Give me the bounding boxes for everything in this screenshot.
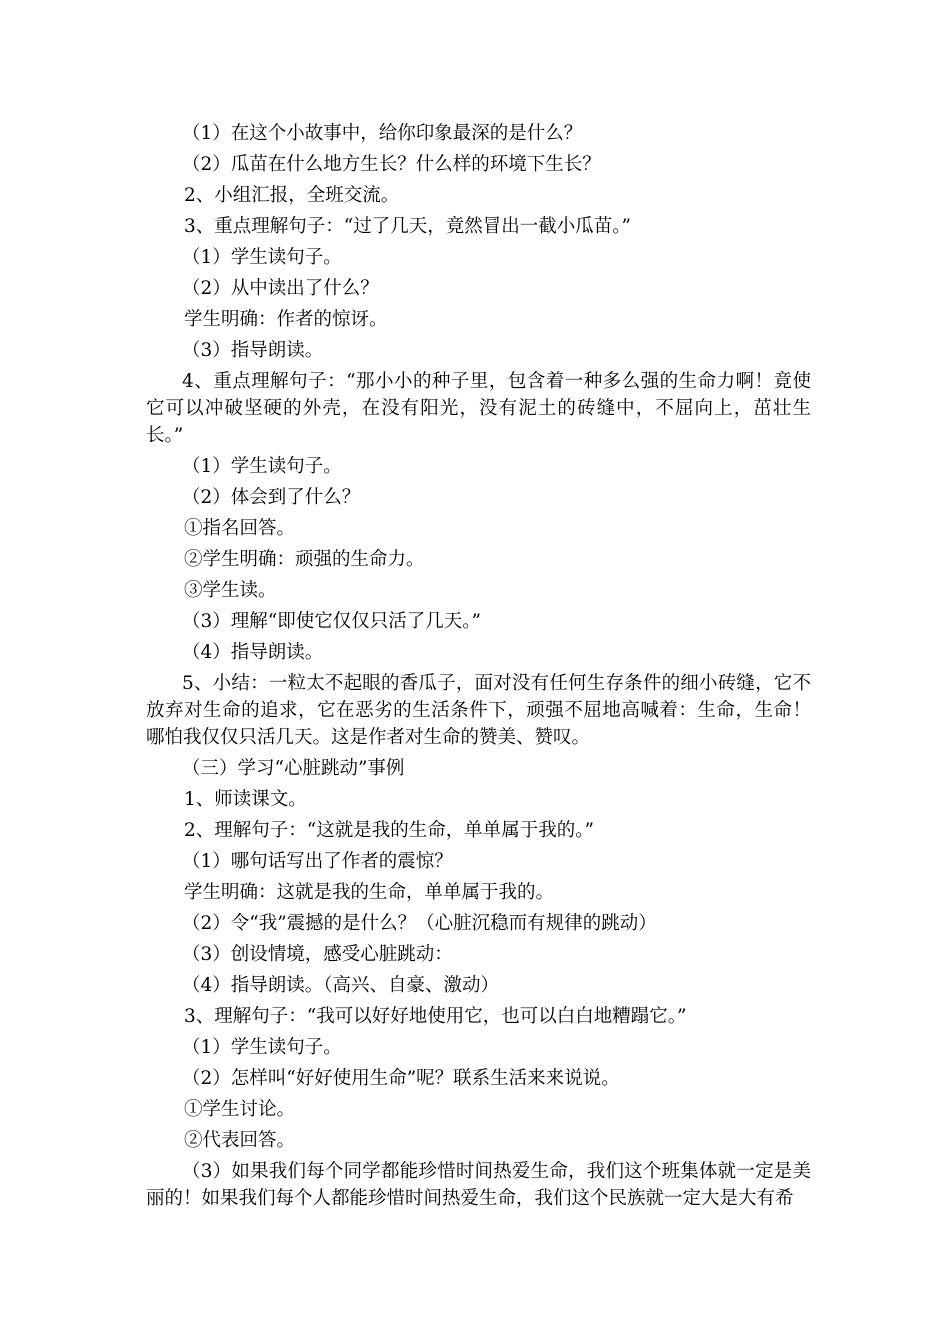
document-page [146, 118, 811, 1214]
text-line: 2、理解句子：“这就是我的生命，单单属于我的。” [184, 820, 594, 841]
text-line: （2）令“我”震撼的是什么？（心脏沉稳而有规律的跳动） [182, 913, 657, 934]
text-line: （3）创设情境，感受心脏跳动： [182, 944, 453, 965]
text-line: （1）在这个小故事中，给你印象最深的是什么？ [182, 123, 583, 144]
text-line: （4）指导朗读。 [182, 642, 324, 663]
paragraph: （3）如果我们每个同学都能珍惜时间热爱生命，我们这个班集体就一定是美丽的！如果我们每个人都能珍惜时间热爱生命，我们这个民族就一定大是大有希 [146, 1161, 811, 1209]
paragraph: 5、小结：一粒太不起眼的香瓜子，面对没有任何生存条件的细小砖缝，它不放弃对生命的追求，它在恶劣的生活条件下，顽强不屈地高喊着：生命，生命！哪怕我仅仅只活几天。这是作者对生命的赞美、赞叹。 [146, 673, 811, 748]
text-line: ②学生明确：顽强的生命力。 [184, 549, 425, 570]
text-line: （2）怎样叫“好好使用生命”呢？联系生活来来说说。 [182, 1068, 620, 1089]
text-line: （1）学生读句子。 [182, 247, 342, 268]
text-line: （2）从中读出了什么？ [182, 278, 379, 299]
text-line: ③学生读。 [184, 580, 277, 601]
text-line: （三）学习“心脏跳动”事例 [182, 758, 405, 779]
text-line: 2、小组汇报，全班交流。 [184, 185, 400, 206]
text-line: 3、理解句子：“我可以好好地使用它，也可以白白地糟蹋它。” [184, 1006, 687, 1027]
paragraph: 4、重点理解句子：“那小小的种子里，包含着一种多么强的生命力啊！竟使它可以冲破坚硬的外壳，在没有阳光，没有泥土的砖缝中，不屈向上，茁壮生长。” [146, 371, 811, 446]
text-line: ②代表回答。 [184, 1130, 296, 1151]
text-line: ①指名回答。 [184, 518, 296, 539]
text-line: （3）指导朗读。 [182, 340, 324, 361]
text-line: （1）学生读句子。 [182, 456, 342, 477]
text-line: 学生明确：这就是我的生命，单单属于我的。 [184, 882, 555, 903]
text-line: （2）体会到了什么？ [182, 487, 361, 508]
text-line: （1）哪句话写出了作者的震惊？ [182, 851, 453, 872]
text-line: 3、重点理解句子：“过了几天，竟然冒出一截小瓜苗。” [184, 216, 631, 237]
text-line: （3）理解“即使它仅仅只活了几天。” [182, 611, 481, 632]
text-line: （1）学生读句子。 [182, 1037, 342, 1058]
text-line: （4）指导朗读。（高兴、自豪、激动） [182, 975, 500, 996]
text-line: （2）瓜苗在什么地方生长？什么样的环境下生长？ [182, 154, 601, 175]
text-line: 1、师读课文。 [184, 789, 307, 810]
text-line: ①学生讨论。 [184, 1099, 296, 1120]
text-line: 学生明确：作者的惊讶。 [184, 309, 388, 330]
